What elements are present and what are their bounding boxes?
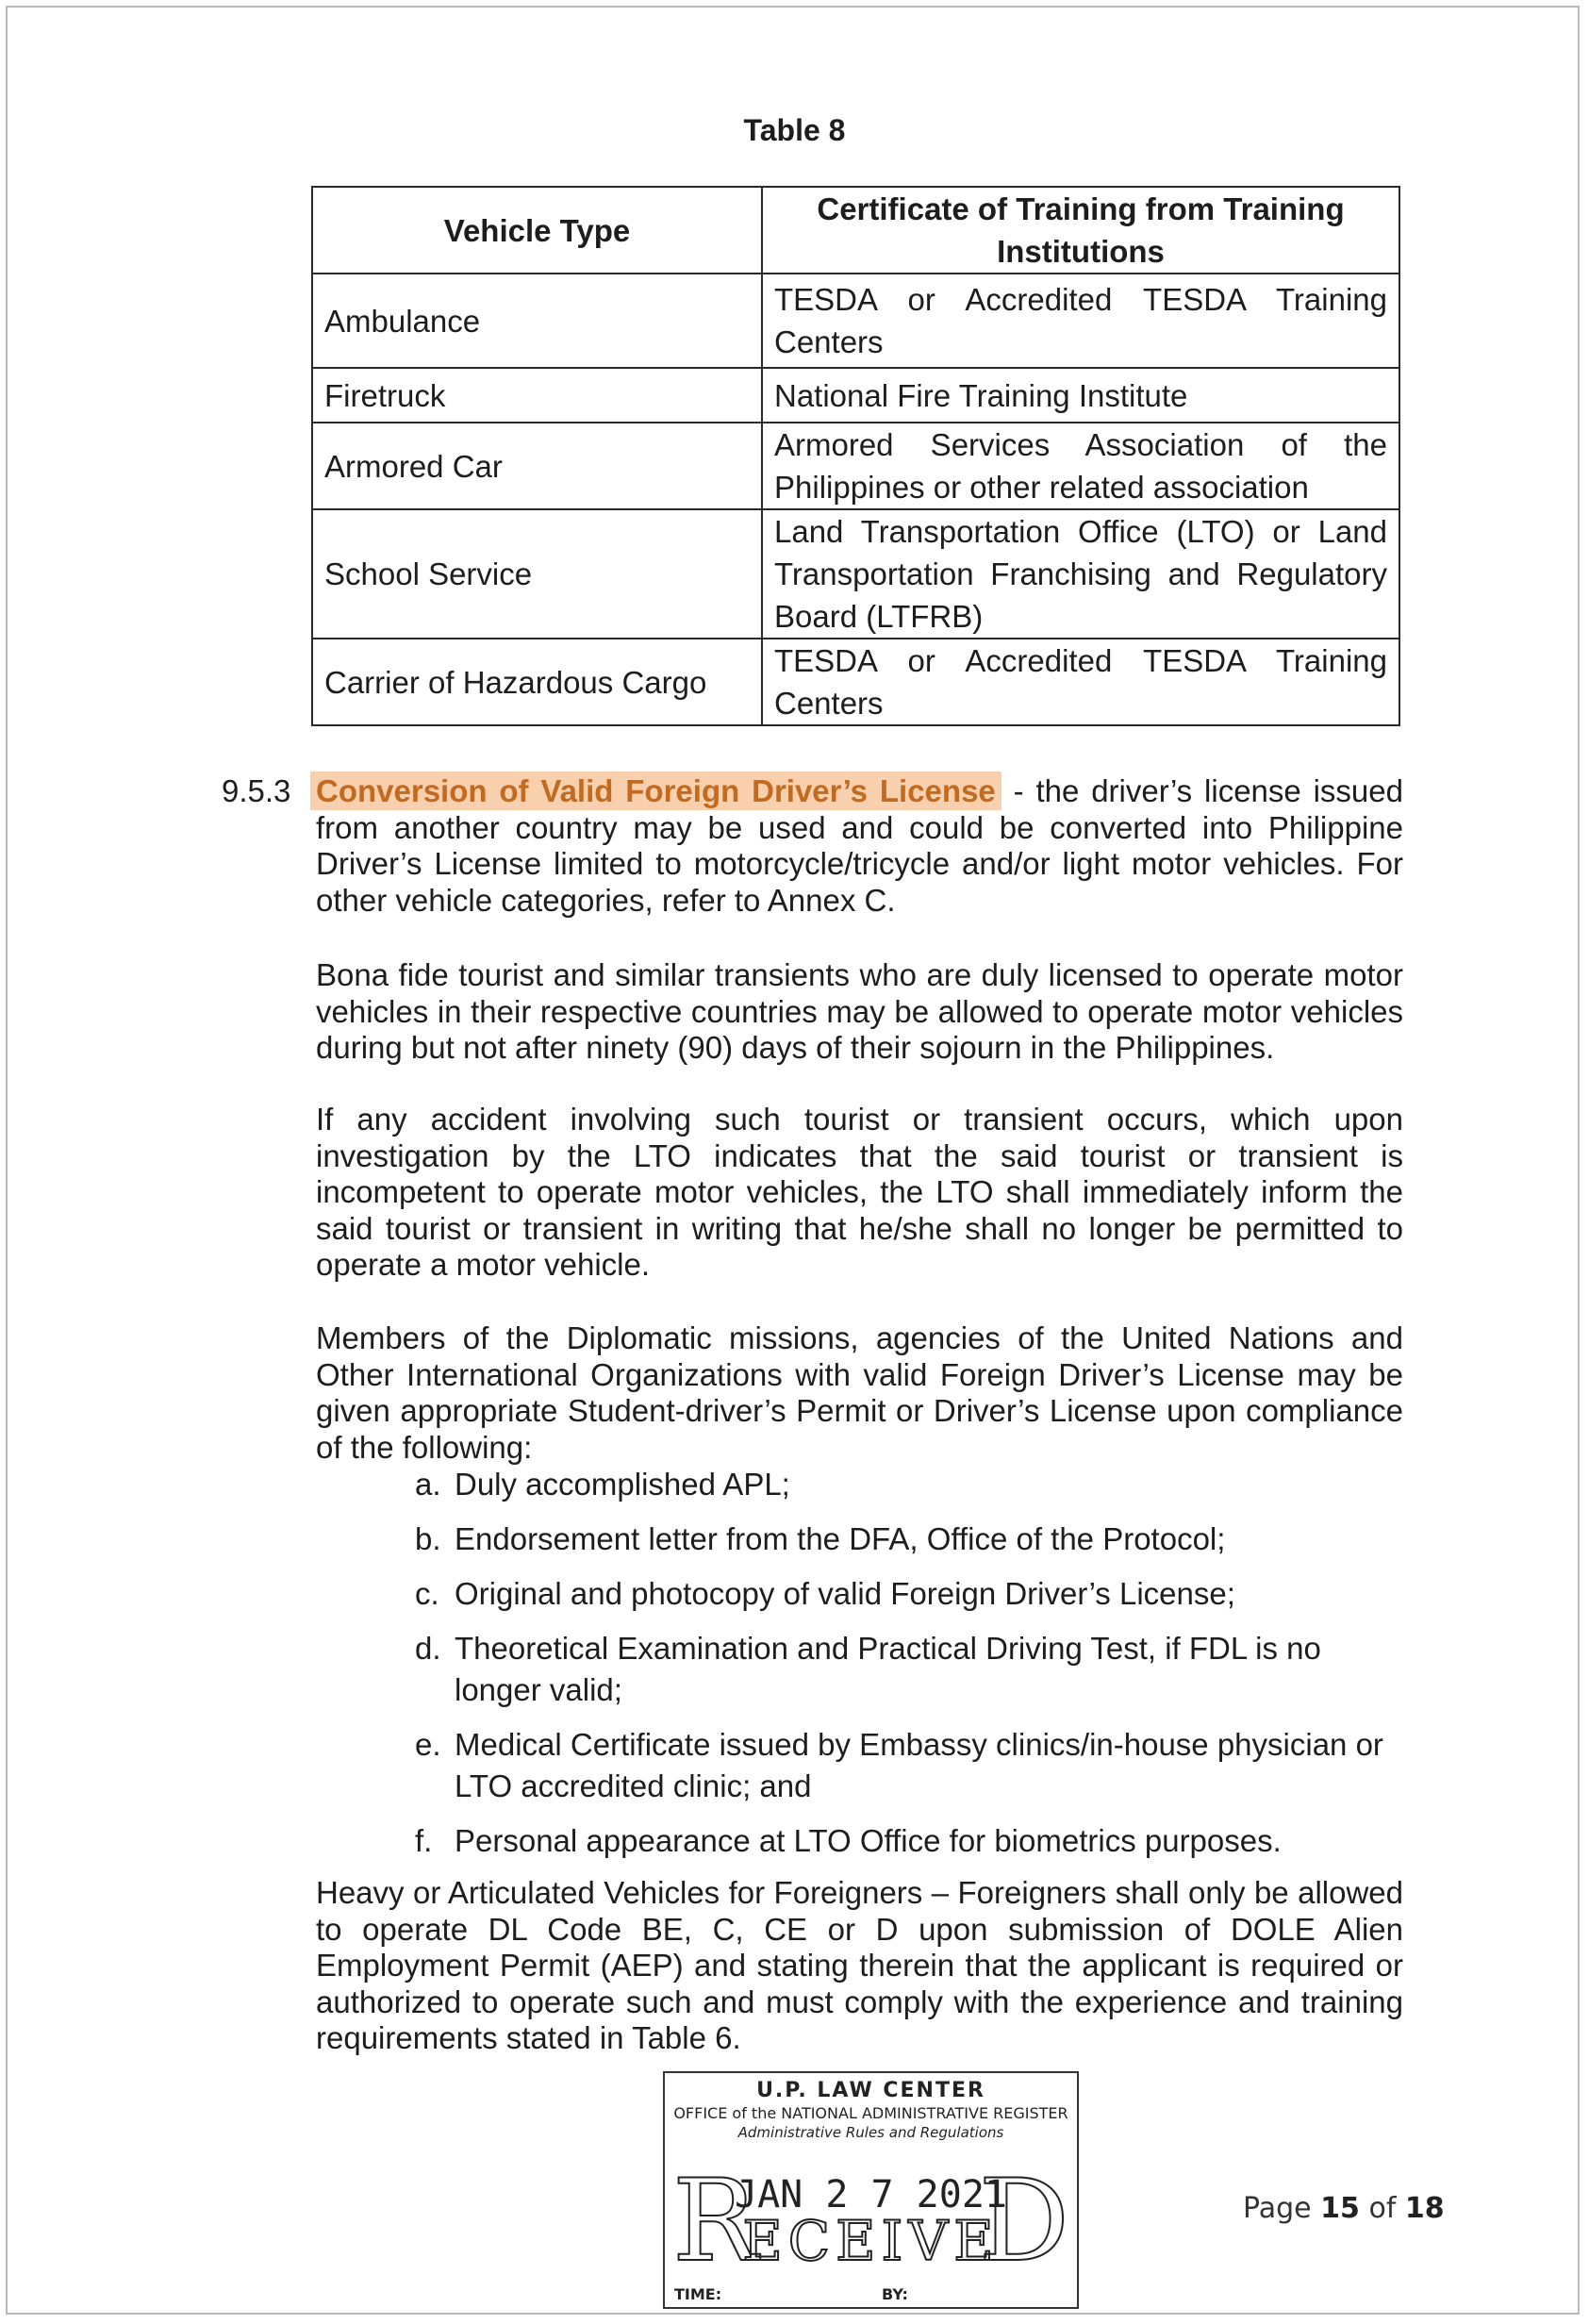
header-vehicle-type: Vehicle Type xyxy=(312,187,762,274)
certificate-cell: Armored Services Association of the Philippines or other related association xyxy=(762,423,1399,509)
certificate-cell: TESDA or Accredited TESDA Training Centers xyxy=(762,639,1399,725)
section-intro-text: - the driver’s license issued from another country may be used and could be converted into Philippine Driver’s License limited to motorcycle/tricycle and/or light motor vehicles. For other vehicle categories, refer to Annex C. xyxy=(316,773,1403,918)
stamp-time-label: TIME: xyxy=(674,2285,722,2303)
section-heading: Conversion of Valid Foreign Driver’s License xyxy=(310,772,1001,810)
paragraph-heavy-vehicles: Heavy or Articulated Vehicles for Foreigners – Foreigners shall only be allowed to operate DL Code BE, C, CE or D upon submission of DOLE Alien Employment Permit (AEP) and stating therein that the applicant is required or authorized to operate such and must comply with the experience and training requirements stated in Table 6. xyxy=(316,1875,1403,2055)
training-table xyxy=(311,186,1400,726)
certificate-cell: National Fire Training Institute xyxy=(762,368,1399,423)
section-intro xyxy=(316,773,1403,919)
stamp-by-label: BY: xyxy=(882,2285,908,2303)
stamp-subtitle: Administrative Rules and Regulations xyxy=(737,2124,1004,2141)
stamp-office: OFFICE of the NATIONAL ADMINISTRATIVE REGISTER xyxy=(673,2104,1068,2122)
table-row xyxy=(312,509,1399,639)
section-number: 9.5.3 xyxy=(222,773,291,808)
list-item: d. Theoretical Examination and Practical Driving Test, if FDL is no longer valid; xyxy=(415,1631,1321,1707)
vehicle-cell: Armored Car xyxy=(312,423,762,509)
table-row xyxy=(312,274,1399,368)
table-row xyxy=(312,423,1399,509)
vehicle-cell: Ambulance xyxy=(312,274,762,368)
list-item: a. Duly accomplished APL; xyxy=(415,1467,790,1502)
certificate-cell: TESDA or Accredited TESDA Training Centers xyxy=(762,274,1399,368)
table-row xyxy=(312,639,1399,725)
vehicle-cell: Carrier of Hazardous Cargo xyxy=(312,639,762,725)
header-certificate: Certificate of Training from Training Institutions xyxy=(762,187,1399,274)
list-item: c. Original and photocopy of valid Foreign Driver’s License; xyxy=(415,1576,1235,1611)
table-title: Table 8 xyxy=(743,113,846,147)
table-row xyxy=(312,368,1399,423)
paragraph-tourist: Bona fide tourist and similar transients who are duly licensed to operate motor vehicles in their respective countries may be allowed to operate motor vehicles during but not after ninety (90) days of their sojourn in the Philippines. xyxy=(316,957,1403,1065)
vehicle-cell: Firetruck xyxy=(312,368,762,423)
stamp-received-word: R ECEIVE D xyxy=(672,2156,1069,2287)
certificate-cell: Land Transportation Office (LTO) or Land Transportation Franchising and Regulatory Board (LTFRB) xyxy=(762,509,1399,639)
paragraph-accident: If any accident involving such tourist or transient occurs, which upon investigation by the LTO indicates that the said tourist or transient is incompetent to operate motor vehicles, the LTO shall immediately inform the said tourist or transient in writing that he/she shall no longer be permitted to operate a motor vehicle. xyxy=(316,1102,1403,1282)
page-number: Page 15 of 18 xyxy=(1243,2192,1445,2225)
stamp-date: JAN 2 7 2021 xyxy=(735,2173,1007,2216)
list-item: b. Endorsement letter from the DFA, Office of the Protocol; xyxy=(415,1521,1226,1556)
stamp-title: U.P. LAW CENTER xyxy=(756,2079,985,2102)
vehicle-cell: School Service xyxy=(312,509,762,639)
list-item: f. Personal appearance at LTO Office for biometrics purposes. xyxy=(415,1823,1282,1858)
paragraph-diplomatic: Members of the Diplomatic missions, agencies of the United Nations and Other International Organizations with valid Foreign Driver’s License may be given appropriate Student-driver’s Permit or Driver’s License upon compliance of the following: xyxy=(316,1320,1403,1465)
list-item: e. Medical Certificate issued by Embassy clinics/in-house physician or LTO accredited clinic; and xyxy=(415,1727,1383,1803)
received-stamp xyxy=(663,2071,1079,2309)
table-header-row xyxy=(312,187,1399,274)
requirements-list xyxy=(415,1464,1415,1875)
